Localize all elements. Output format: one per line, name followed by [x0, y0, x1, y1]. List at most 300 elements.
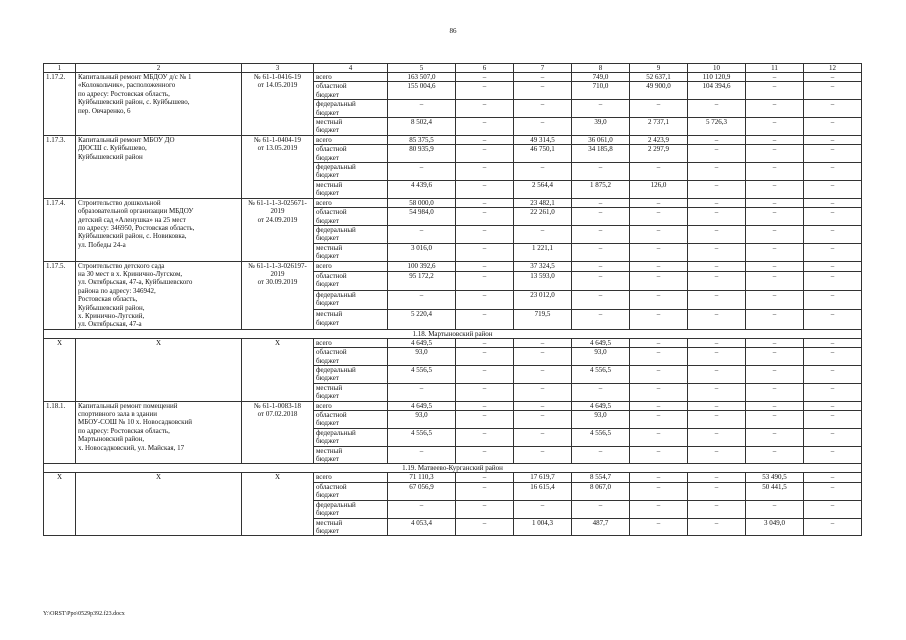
value-cell: – [746, 291, 804, 310]
value-cell: – [804, 348, 862, 366]
budget-type-label: областной бюджет [314, 411, 388, 429]
object-document: № 61-1-1-3-025671- 2019 от 24.09.2019 [242, 198, 314, 261]
header-cell: 3 [242, 64, 314, 73]
value-cell: 49 900,0 [630, 82, 688, 100]
value-cell: 93,0 [572, 411, 630, 429]
value-cell: – [804, 366, 862, 384]
file-path-footer: Y:\ORST\Ppo\0529p392.f23.docx [43, 611, 125, 617]
value-cell: – [514, 428, 572, 446]
value-cell: – [688, 411, 746, 429]
value-cell: 2 564,4 [514, 180, 572, 198]
value-cell: – [746, 446, 804, 464]
object-id: 1.17.5. [44, 261, 76, 329]
value-cell: – [456, 118, 514, 136]
value-cell: – [456, 473, 514, 482]
value-cell: – [746, 73, 804, 82]
value-cell: – [688, 500, 746, 518]
budget-type-label: местный бюджет [314, 243, 388, 261]
value-cell: 13 593,0 [514, 271, 572, 290]
object-document: № 61-1-0416-19 от 14.05.2019 [242, 73, 314, 136]
value-cell: 3 049,0 [746, 518, 804, 536]
object-name: Х [76, 338, 242, 401]
value-cell: – [514, 348, 572, 366]
object-name: Х [76, 473, 242, 536]
value-cell: 36 061,0 [572, 135, 630, 144]
value-cell: – [746, 383, 804, 401]
value-cell: – [746, 243, 804, 261]
value-cell: – [572, 271, 630, 290]
value-cell: 1 875,2 [572, 180, 630, 198]
value-cell: – [514, 225, 572, 243]
value-cell: – [456, 383, 514, 401]
section-title: 1.18. Мартыновский район [44, 329, 862, 338]
header-cell: 2 [76, 64, 242, 73]
budget-type-label: областной бюджет [314, 208, 388, 226]
value-cell: – [388, 383, 456, 401]
object-id: Х [44, 338, 76, 401]
value-cell: – [630, 338, 688, 347]
value-cell: – [688, 383, 746, 401]
value-cell: – [456, 271, 514, 290]
value-cell: – [514, 366, 572, 384]
value-cell: – [456, 73, 514, 82]
value-cell: – [514, 73, 572, 82]
value-cell: – [746, 310, 804, 329]
value-cell: – [804, 271, 862, 290]
budget-table [43, 63, 862, 536]
table-row [44, 261, 862, 271]
value-cell: – [572, 198, 630, 207]
value-cell: – [630, 271, 688, 290]
table-row [44, 135, 862, 144]
value-cell: – [804, 310, 862, 329]
value-cell: 17 619,7 [514, 473, 572, 482]
value-cell: 46 750,1 [514, 145, 572, 163]
budget-type-label: местный бюджет [314, 446, 388, 464]
value-cell: 8 554,7 [572, 473, 630, 482]
value-cell: – [514, 500, 572, 518]
value-cell: – [630, 366, 688, 384]
value-cell: – [572, 243, 630, 261]
value-cell: 34 185,8 [572, 145, 630, 163]
value-cell: – [572, 291, 630, 310]
header-cell: 10 [688, 64, 746, 73]
value-cell: – [746, 100, 804, 118]
value-cell: 8 067,0 [572, 482, 630, 500]
value-cell: – [572, 261, 630, 271]
value-cell: 4 556,5 [572, 366, 630, 384]
value-cell: – [746, 366, 804, 384]
value-cell: 37 324,5 [514, 261, 572, 271]
value-cell: – [688, 446, 746, 464]
value-cell: – [456, 482, 514, 500]
value-cell: – [688, 401, 746, 410]
value-cell: – [804, 473, 862, 482]
value-cell: – [688, 225, 746, 243]
value-cell: – [688, 180, 746, 198]
budget-type-label: всего [314, 261, 388, 271]
value-cell: – [456, 243, 514, 261]
value-cell: – [456, 428, 514, 446]
value-cell: – [804, 82, 862, 100]
value-cell: 53 490,5 [746, 473, 804, 482]
value-cell: – [804, 401, 862, 410]
value-cell: 749,0 [572, 73, 630, 82]
budget-type-label: федеральный бюджет [314, 163, 388, 181]
value-cell: 4 053,4 [388, 518, 456, 536]
value-cell: – [456, 145, 514, 163]
value-cell: 50 441,5 [746, 482, 804, 500]
value-cell: – [804, 243, 862, 261]
value-cell: – [572, 383, 630, 401]
value-cell: – [456, 135, 514, 144]
value-cell: 93,0 [388, 411, 456, 429]
value-cell: 719,5 [514, 310, 572, 329]
section-title: 1.19. Матвеево-Курганский район [44, 464, 862, 473]
value-cell: – [514, 82, 572, 100]
value-cell: – [630, 518, 688, 536]
object-id: 1.17.3. [44, 135, 76, 198]
value-cell: – [688, 135, 746, 144]
budget-type-label: областной бюджет [314, 348, 388, 366]
budget-type-label: федеральный бюджет [314, 291, 388, 310]
value-cell: 52 637,1 [630, 73, 688, 82]
value-cell: – [456, 163, 514, 181]
value-cell: 23 482,1 [514, 198, 572, 207]
value-cell: – [456, 518, 514, 536]
value-cell: 487,7 [572, 518, 630, 536]
budget-type-label: областной бюджет [314, 145, 388, 163]
value-cell: – [746, 180, 804, 198]
value-cell: – [746, 338, 804, 347]
value-cell: 93,0 [572, 348, 630, 366]
table-row [44, 401, 862, 410]
budget-table-container [43, 63, 861, 536]
object-name: Строительство дошкольной образовательной организации МБДОУ детский сад «Аленушка» на 25 мест по адресу: 346950, Ростовская область, Куйбышевский район, с. Новиковка, ул. Победы 24-а [76, 198, 242, 261]
value-cell: – [746, 198, 804, 207]
value-cell: 100 392,6 [388, 261, 456, 271]
value-cell: 3 016,0 [388, 243, 456, 261]
value-cell: 4 649,5 [572, 338, 630, 347]
object-document: № 61-1-0404-19 от 13.05.2019 [242, 135, 314, 198]
header-row [44, 64, 862, 73]
value-cell: – [688, 366, 746, 384]
header-cell: 8 [572, 64, 630, 73]
page-number: 86 [449, 27, 457, 35]
value-cell: 95 172,2 [388, 271, 456, 290]
budget-type-label: федеральный бюджет [314, 428, 388, 446]
budget-type-label: всего [314, 338, 388, 347]
value-cell: 39,0 [572, 118, 630, 136]
object-id: 1.17.2. [44, 73, 76, 136]
value-cell: 4 439,6 [388, 180, 456, 198]
value-cell: 8 502,4 [388, 118, 456, 136]
object-id: Х [44, 473, 76, 536]
value-cell: – [630, 100, 688, 118]
value-cell: – [456, 180, 514, 198]
value-cell: – [804, 100, 862, 118]
value-cell: 1 004,3 [514, 518, 572, 536]
budget-type-label: федеральный бюджет [314, 366, 388, 384]
value-cell: 4 556,5 [388, 428, 456, 446]
value-cell: – [514, 411, 572, 429]
value-cell: – [388, 500, 456, 518]
value-cell: – [688, 428, 746, 446]
value-cell: – [514, 338, 572, 347]
value-cell: 4 556,5 [572, 428, 630, 446]
value-cell: – [456, 411, 514, 429]
value-cell: 2 423,9 [630, 135, 688, 144]
value-cell: – [746, 428, 804, 446]
value-cell: – [456, 338, 514, 347]
value-cell: – [746, 411, 804, 429]
object-id: 1.17.4. [44, 198, 76, 261]
value-cell: – [630, 348, 688, 366]
value-cell: – [456, 348, 514, 366]
value-cell: – [514, 100, 572, 118]
header-cell: 5 [388, 64, 456, 73]
value-cell: – [456, 208, 514, 226]
value-cell: – [688, 271, 746, 290]
value-cell: – [688, 482, 746, 500]
object-document: Х [242, 338, 314, 401]
header-cell: 7 [514, 64, 572, 73]
value-cell: – [514, 446, 572, 464]
value-cell: – [804, 428, 862, 446]
value-cell: – [746, 145, 804, 163]
value-cell: – [746, 135, 804, 144]
budget-type-label: местный бюджет [314, 118, 388, 136]
budget-type-label: местный бюджет [314, 383, 388, 401]
budget-type-label: местный бюджет [314, 180, 388, 198]
budget-type-label: областной бюджет [314, 482, 388, 500]
budget-type-label: федеральный бюджет [314, 225, 388, 243]
value-cell: – [572, 225, 630, 243]
header-cell: 1 [44, 64, 76, 73]
value-cell: – [804, 411, 862, 429]
value-cell: – [688, 473, 746, 482]
budget-type-label: всего [314, 135, 388, 144]
table-body [44, 64, 862, 536]
value-cell: 49 314,5 [514, 135, 572, 144]
value-cell: – [456, 500, 514, 518]
budget-type-label: местный бюджет [314, 518, 388, 536]
value-cell: – [630, 500, 688, 518]
budget-type-label: областной бюджет [314, 82, 388, 100]
value-cell: 54 984,0 [388, 208, 456, 226]
budget-type-label: федеральный бюджет [314, 100, 388, 118]
value-cell: – [804, 225, 862, 243]
object-id: 1.18.1. [44, 401, 76, 464]
value-cell: – [630, 243, 688, 261]
value-cell: 710,0 [572, 82, 630, 100]
value-cell: – [746, 225, 804, 243]
value-cell: – [630, 163, 688, 181]
value-cell: 4 556,5 [388, 366, 456, 384]
value-cell: 4 649,5 [572, 401, 630, 410]
header-cell: 6 [456, 64, 514, 73]
value-cell: – [746, 348, 804, 366]
value-cell: – [388, 446, 456, 464]
value-cell: – [630, 383, 688, 401]
value-cell: 155 004,6 [388, 82, 456, 100]
value-cell: – [514, 118, 572, 136]
value-cell: 104 394,6 [688, 82, 746, 100]
value-cell: – [804, 180, 862, 198]
budget-type-label: областной бюджет [314, 271, 388, 290]
value-cell: 23 012,0 [514, 291, 572, 310]
value-cell: – [688, 163, 746, 181]
value-cell: – [804, 135, 862, 144]
value-cell: – [456, 198, 514, 207]
value-cell: – [630, 401, 688, 410]
budget-type-label: всего [314, 198, 388, 207]
value-cell: 4 649,5 [388, 338, 456, 347]
value-cell: – [456, 310, 514, 329]
value-cell: 4 649,5 [388, 401, 456, 410]
value-cell: – [746, 500, 804, 518]
value-cell: – [388, 291, 456, 310]
value-cell: – [456, 291, 514, 310]
value-cell: – [630, 225, 688, 243]
object-document: Х [242, 473, 314, 536]
value-cell: – [514, 383, 572, 401]
value-cell: – [572, 100, 630, 118]
table-row [44, 338, 862, 347]
object-document: № 61-1-1-3-026197- 2019 от 30.09.2019 [242, 261, 314, 329]
value-cell: – [746, 271, 804, 290]
value-cell: – [804, 338, 862, 347]
value-cell: 163 507,0 [388, 73, 456, 82]
value-cell: – [804, 383, 862, 401]
value-cell: 22 261,0 [514, 208, 572, 226]
value-cell: – [746, 118, 804, 136]
value-cell: – [456, 82, 514, 100]
value-cell: 93,0 [388, 348, 456, 366]
value-cell: – [572, 208, 630, 226]
value-cell: – [630, 411, 688, 429]
value-cell: – [804, 208, 862, 226]
value-cell: – [456, 446, 514, 464]
value-cell: 126,0 [630, 180, 688, 198]
value-cell: 58 000,0 [388, 198, 456, 207]
value-cell: 5 220,4 [388, 310, 456, 329]
object-document: № 61-1-0083-18 от 07.02.2018 [242, 401, 314, 464]
value-cell: – [456, 225, 514, 243]
value-cell: – [456, 261, 514, 271]
value-cell: – [456, 100, 514, 118]
value-cell: – [456, 366, 514, 384]
value-cell: 5 726,3 [688, 118, 746, 136]
value-cell: – [688, 518, 746, 536]
object-name: Капитальный ремонт МБДОУ д/с № 1 «Колокольчик», расположенного по адресу: Ростовская область, Куйбышевский район, с. Куйбышево, пер. Овчаренко, 6 [76, 73, 242, 136]
value-cell: – [688, 208, 746, 226]
value-cell: 80 935,9 [388, 145, 456, 163]
value-cell: – [688, 261, 746, 271]
value-cell: – [572, 310, 630, 329]
value-cell: – [514, 163, 572, 181]
value-cell: – [804, 500, 862, 518]
value-cell: – [572, 500, 630, 518]
value-cell: – [630, 473, 688, 482]
value-cell: – [746, 208, 804, 226]
value-cell: – [630, 310, 688, 329]
value-cell: 1 221,1 [514, 243, 572, 261]
value-cell: – [630, 291, 688, 310]
budget-type-label: федеральный бюджет [314, 500, 388, 518]
value-cell: – [804, 518, 862, 536]
value-cell: – [804, 118, 862, 136]
value-cell: – [804, 73, 862, 82]
value-cell: – [688, 145, 746, 163]
value-cell: – [804, 482, 862, 500]
object-name: Капитальный ремонт помещений спортивного зала в здании МБОУ-СОШ № 10 х. Новосадковский по адресу: Ростовская область, Мартыновский район, х. Новосадковский, ул. Майская, 17 [76, 401, 242, 464]
value-cell: – [804, 261, 862, 271]
table-row [44, 473, 862, 482]
budget-type-label: всего [314, 473, 388, 482]
section-row [44, 464, 862, 473]
value-cell: – [688, 291, 746, 310]
value-cell: – [572, 446, 630, 464]
budget-type-label: всего [314, 401, 388, 410]
value-cell: – [746, 261, 804, 271]
value-cell: – [388, 100, 456, 118]
value-cell: – [688, 198, 746, 207]
header-cell: 12 [804, 64, 862, 73]
value-cell: – [388, 225, 456, 243]
value-cell: – [688, 338, 746, 347]
header-cell: 9 [630, 64, 688, 73]
value-cell: – [804, 163, 862, 181]
value-cell: 2 737,1 [630, 118, 688, 136]
value-cell: – [746, 163, 804, 181]
value-cell: – [572, 163, 630, 181]
budget-type-label: местный бюджет [314, 310, 388, 329]
header-cell: 4 [314, 64, 388, 73]
value-cell: – [804, 198, 862, 207]
value-cell: – [514, 401, 572, 410]
value-cell: – [630, 482, 688, 500]
value-cell: – [746, 82, 804, 100]
value-cell: 71 110,3 [388, 473, 456, 482]
value-cell: 67 056,9 [388, 482, 456, 500]
value-cell: – [804, 446, 862, 464]
budget-type-label: всего [314, 73, 388, 82]
value-cell: – [746, 401, 804, 410]
value-cell: – [388, 163, 456, 181]
value-cell: – [688, 310, 746, 329]
value-cell: – [630, 446, 688, 464]
section-row [44, 329, 862, 338]
object-name: Капитальный ремонт МБОУ ДО ДЮСШ с. Куйбышево, Куйбышевский район [76, 135, 242, 198]
value-cell: 16 615,4 [514, 482, 572, 500]
value-cell: 110 120,9 [688, 73, 746, 82]
value-cell: – [688, 348, 746, 366]
value-cell: – [456, 401, 514, 410]
value-cell: – [630, 428, 688, 446]
value-cell: 2 297,9 [630, 145, 688, 163]
value-cell: – [630, 198, 688, 207]
table-row [44, 198, 862, 207]
object-name: Строительство детского сада на 30 мест в х. Кринично-Лугском, ул. Октябрьская, 47-а, Куйбышевского района по адресу: 346942, Ростовская область, Куйбышевский район, х. Кринично-Лугский, ул. Октябрьская, 47-а [76, 261, 242, 329]
header-cell: 11 [746, 64, 804, 73]
value-cell: – [630, 208, 688, 226]
value-cell: – [804, 145, 862, 163]
value-cell: – [688, 243, 746, 261]
table-row [44, 73, 862, 82]
value-cell: 85 375,5 [388, 135, 456, 144]
value-cell: – [688, 100, 746, 118]
